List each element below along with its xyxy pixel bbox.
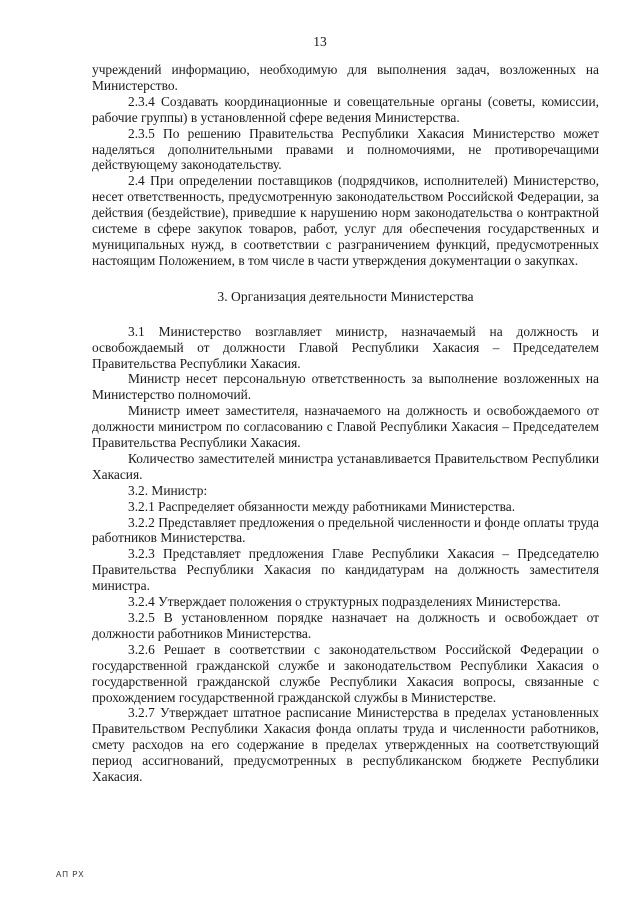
paragraph-3-2-3: 3.2.3 Представляет предложения Главе Республики Хакасия – Председателю Правительства Республики Хакасия по кандидатурам на должность заместителя министра. bbox=[92, 546, 599, 594]
paragraph-3-2-5: 3.2.5 В установленном порядке назначает на должность и освобождает от должности работников Министерства. bbox=[92, 610, 599, 641]
paragraph-3-2-6: 3.2.6 Решает в соответствии с законодательством Российской Федерации о государственной гражданской службе и законодательством Республики Хакасия о государственной гражданской службе Республики Хакасия вопросы, связанные с прохождением государственной гражданской службы в Министерстве. bbox=[92, 641, 599, 705]
page-number: 13 bbox=[313, 34, 327, 49]
paragraph-continuation: учреждений информацию, необходимую для выполнения задач, возложенных на Министерство. bbox=[92, 62, 599, 93]
paragraph-3-2: 3.2. Министр: bbox=[128, 482, 208, 498]
paragraph-2-3-5: 2.3.5 По решению Правительства Республики Хакасия Министерство может наделяться дополнительными правами и полномочиями, не противоречащими действующему законодательству. bbox=[92, 125, 599, 173]
paragraph-3-1: 3.1 Министерство возглавляет министр, назначаемый на должность и освобождаемый от должности Главой Республики Хакасия – Председателем Правительства Республики Хакасия. bbox=[92, 323, 599, 371]
paragraph-3-2-7: 3.2.7 Утверждает штатное расписание Министерства в пределах установленных Правительством Республики Хакасия фонда оплаты труда и численности работников, смету расходов на его содержание в пределах утвержденных на соответствующий период ассигнований, предусмотренных в республиканском бюджете Республики Хакасия. bbox=[92, 705, 599, 785]
paragraph-3-2-1: 3.2.1 Распределяет обязанности между работниками Министерства. bbox=[128, 498, 516, 514]
paragraph-minister-responsibility: Министр несет персональную ответственность за выполнение возложенных на Министерство полномочий. bbox=[92, 371, 599, 403]
section-heading: 3. Организация деятельности Министерства bbox=[217, 288, 474, 304]
paragraph-deputies-count: Количество заместителей министра устанавливается Правительством Республики Хакасия. bbox=[92, 450, 599, 482]
paragraph-2-4: 2.4 При определении поставщиков (подрядчиков, исполнителей) Министерство, несет ответственность, предусмотренную законодательством Российской Федерации, за действия (бездействие), приведшие к нарушению норм законодательства о контрактной системе в сфере закупок товаров, работ, услуг для обеспечения государственных и муниципальных нужд, в соответствии с разграничением функций, предусмотренных настоящим Положением, в том числе в части утверждения документации о закупках. bbox=[92, 173, 599, 268]
paragraph-minister-deputy: Министр имеет заместителя, назначаемого на должность и освобождаемого от должности министром по согласованию с Главой Республики Хакасия – Председателем Правительства Республики Хакасия. bbox=[92, 403, 599, 451]
paragraph-3-2-4: 3.2.4 Утверждает положения о структурных подразделениях Министерства. bbox=[128, 594, 561, 610]
paragraph-3-2-2: 3.2.2 Представляет предложения о предельной численности и фонде оплаты труда работников Министерства. bbox=[92, 514, 599, 546]
archive-stamp: АП РХ bbox=[56, 870, 85, 879]
document-body bbox=[92, 62, 599, 785]
paragraph-2-3-4: 2.3.4 Создавать координационные и совещательные органы (советы, комиссии, рабочие группы) в установленной сфере ведения Министерства. bbox=[92, 93, 599, 125]
